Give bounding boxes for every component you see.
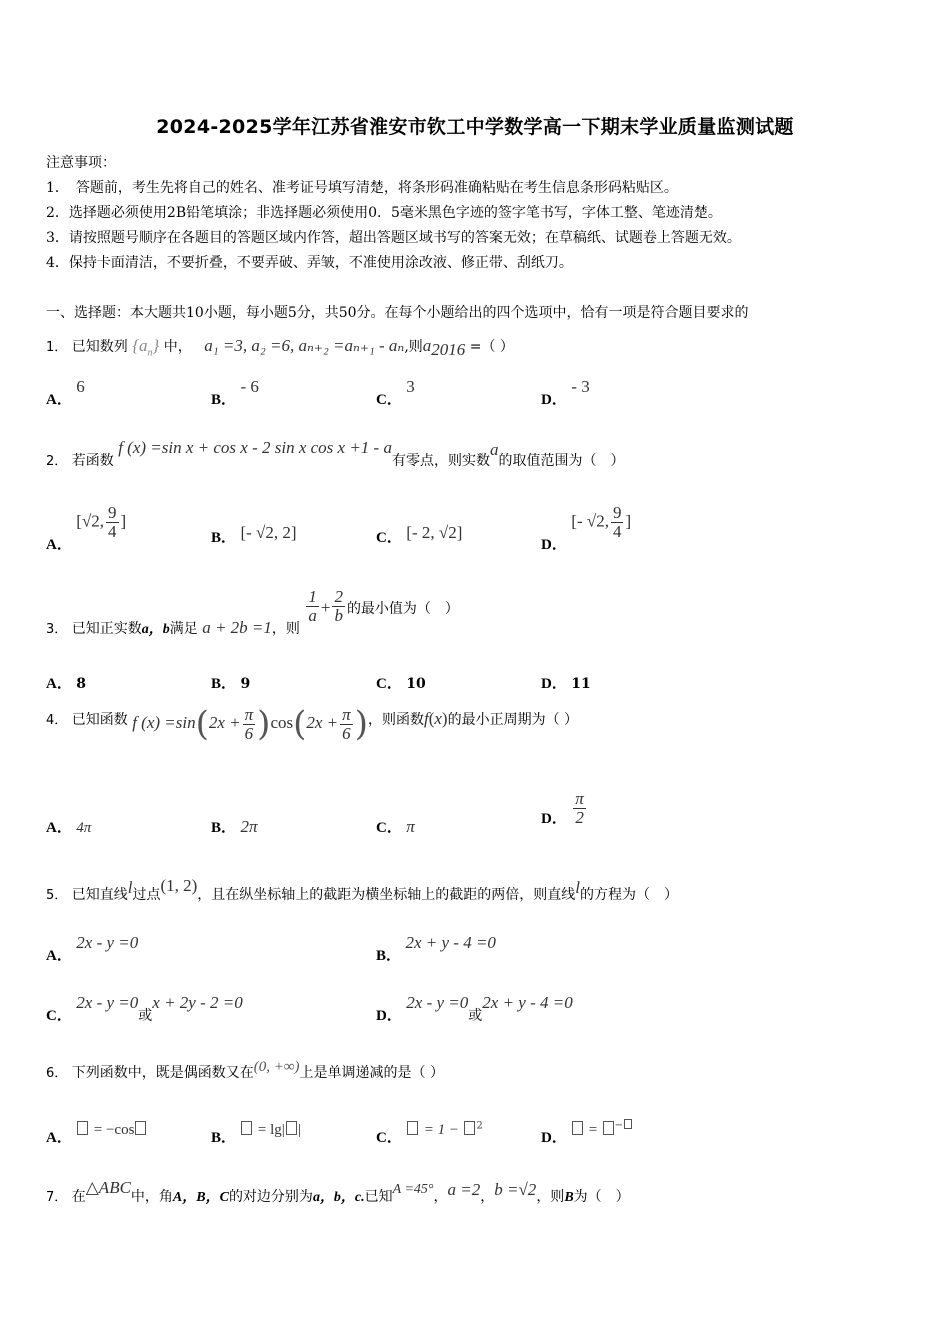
option-label: C． [46, 1008, 72, 1024]
q1-number: 1． [46, 340, 68, 355]
option-label: B． [376, 948, 402, 964]
option-value: [- √2, 2] [240, 523, 297, 542]
option-value: 2x - y =0 [76, 993, 139, 1012]
frac-num: π [244, 704, 254, 724]
unknown-glyph-icon [572, 1121, 583, 1135]
page-title: 2024-2025学年江苏省淮安市钦工中学数学高一下期末学业质量监测试题 [156, 116, 794, 138]
q7-sides: a，b，c. [312, 1190, 365, 1205]
option-value: 2x - y =0 [406, 993, 469, 1012]
q2-option-c [376, 523, 463, 547]
option-label: C． [376, 820, 402, 836]
question-3 [46, 587, 459, 637]
plus-sign: + [320, 597, 331, 617]
option-label: C． [376, 1130, 402, 1146]
q2-function: f (x) =sin x + cos x - 2 sin x cos x +1 - a [118, 438, 392, 457]
q4-x: x [434, 709, 442, 728]
q2-pre: 若函数 [71, 453, 114, 469]
q5-option-a [46, 933, 139, 965]
option-value: 11 [571, 676, 591, 692]
frac-den: a [308, 606, 317, 625]
q7-pre: 在 [71, 1189, 86, 1205]
unknown-glyph-icon [286, 1121, 297, 1135]
frac-num: 9 [612, 503, 622, 522]
q3-ab: a，b [141, 621, 170, 637]
option-label: B． [211, 392, 237, 408]
option-sup: 2 [476, 1120, 483, 1132]
question-2 [46, 438, 625, 470]
option-value: 4π [76, 820, 92, 836]
option-left: [- √2, [571, 511, 609, 531]
q1-option-b [211, 377, 259, 409]
option-label: B． [211, 820, 237, 836]
q3-option-c [376, 672, 426, 693]
option-value: 2x + y - 4 =0 [405, 933, 496, 952]
q4-option-d [541, 790, 588, 827]
option-label: B． [211, 676, 237, 692]
q3-mid2: ，则 [271, 620, 300, 637]
q7-angles: A，B，C [172, 1190, 229, 1205]
q6-post: 上是单调递减的是（ ） [299, 1065, 444, 1081]
unknown-glyph-icon [241, 1121, 252, 1135]
frac-den: 4 [612, 522, 622, 541]
option-label: A． [46, 536, 72, 553]
q2-post2: 的取值范围为（ ） [498, 453, 625, 469]
q4-option-b [211, 816, 258, 837]
option-label: D． [541, 1130, 567, 1146]
q2-var: a [489, 440, 499, 459]
option-value-2: 2x + y - 4 =0 [482, 993, 573, 1012]
option-label: D． [541, 676, 567, 692]
option-label: D． [541, 392, 567, 408]
q5-line-l: l [127, 878, 133, 897]
option-value: 3 [406, 377, 415, 396]
question-1: 1． 已知数列 $\{a_n\}$ 中， a₁ =3, a₂ =6, aₙ₊₂ =aₙ₊₁ - aₙ,则$a_{2016}$ =（ ） [46, 336, 514, 359]
frac-num: 9 [108, 503, 117, 522]
question-7: 7． 在△ABC中，角A，B，C的对边分别为a，b，c.已知A =45°，a =2，b =√2，则B为（ ） [46, 1178, 630, 1205]
option-sup: − [614, 1120, 624, 1132]
option-label: C． [376, 676, 402, 692]
option-value: = 1 − [423, 1122, 459, 1138]
option-right: ] [625, 511, 632, 531]
q1-option-a [46, 377, 85, 409]
q6-option-b: B． = lg| | [211, 1122, 301, 1146]
q5-option-c [46, 993, 243, 1025]
q6-interval: (0, +∞) [253, 1059, 300, 1075]
option-value-2: x + 2y - 2 =0 [152, 993, 243, 1012]
q4-arg1: 2x + [208, 713, 241, 732]
q1-option-d [541, 377, 590, 409]
q3-number: 3． [46, 621, 68, 637]
q4-option-a [46, 816, 91, 837]
option-label: C． [376, 392, 402, 408]
q6-pre: 下列函数中，既是偶函数又在 [71, 1065, 254, 1081]
option-label: A． [46, 948, 72, 964]
frac-num: π [575, 789, 584, 808]
q1-mid: 中， [163, 339, 192, 355]
q3-option-a [46, 672, 86, 693]
frac-num: 1 [308, 587, 317, 606]
option-label: A． [46, 676, 72, 692]
q1-then: ,则 [404, 339, 423, 355]
q7-post: 为（ ） [573, 1189, 630, 1205]
q6-option-a [46, 1122, 147, 1147]
frac-den: 4 [108, 522, 117, 541]
q3-mid1: 满足 [169, 620, 198, 637]
q3-post: 的最小值为（ ） [346, 600, 459, 617]
q2-number: 2． [46, 454, 68, 469]
option-value: 2x - y =0 [76, 933, 139, 952]
q7-cond-angle: A =45° [392, 1182, 434, 1197]
question-5 [46, 876, 679, 904]
unknown-glyph-icon [464, 1121, 475, 1135]
q1-condition: a₁ =3, a₂ =6, aₙ₊₂ =aₙ₊₁ - aₙ [204, 336, 405, 355]
q4-post: 的最小正周期为（ ） [447, 712, 579, 728]
q6-option-d [541, 1120, 633, 1147]
q2-option-a [46, 503, 127, 553]
option-value: [- 2, √2] [406, 523, 463, 542]
q3-pre: 已知正实数 [71, 620, 142, 637]
q1-pre: 已知数列 [71, 339, 128, 355]
q4-number: 4． [46, 713, 68, 728]
q4-pre: 已知函数 [71, 712, 128, 728]
option-label: A． [46, 392, 72, 408]
q4-option-c [376, 816, 415, 837]
q5-option-b [376, 933, 496, 965]
q6-option-c [376, 1120, 483, 1147]
frac-num: 2 [334, 587, 343, 606]
option-value: - 3 [571, 377, 590, 396]
q7-mid1: 中，角 [130, 1189, 173, 1205]
option-label: C． [376, 530, 402, 546]
notice-item-2: 2．选择题必须使用2B铅笔填涂；非选择题必须使用0．5毫米黑色字迹的签字笔书写，字体工整、笔迹清楚。 [46, 205, 722, 221]
option-label: A． [46, 1130, 72, 1146]
q1-option-c [376, 377, 415, 409]
notice-item-4: 4．保持卡面清洁，不要折叠，不要弄破、弄皱，不准使用涂改液、修正带、刮纸刀。 [46, 255, 573, 271]
q2-post1: 有零点，则实数 [391, 453, 490, 469]
option-label: A． [46, 820, 72, 836]
q5-post: 的方程为（ ） [580, 887, 679, 903]
q4-cos: cos [270, 713, 294, 732]
q1-post: =（ ） [465, 339, 514, 355]
q7-triangle: △ABC [85, 1178, 131, 1197]
option-label: D． [376, 1008, 402, 1024]
q3-condition: a + 2b =1 [202, 617, 272, 637]
question-6 [46, 1059, 444, 1082]
q5-mid1: 过点 [132, 887, 161, 903]
unknown-glyph-icon [407, 1121, 418, 1135]
option-value: = −cos [93, 1122, 135, 1138]
unknown-glyph-icon [135, 1121, 146, 1135]
option-right: ] [120, 511, 127, 531]
q3-option-b [211, 672, 250, 693]
notice-item-3: 3．请按照题号顺序在各题目的答题区域内作答，超出答题区域书写的答案无效；在草稿纸、试题卷上答题无效。 [46, 230, 741, 246]
q4-arg2: 2x + [306, 713, 339, 732]
q1-seq-sub: n [147, 347, 153, 359]
option-value: - 6 [240, 377, 259, 396]
q7-number: 7． [46, 1190, 68, 1205]
option-value: 9 [240, 676, 251, 692]
option-left: [√2, [76, 511, 105, 531]
q7-cond-a: a =2 [447, 1180, 481, 1199]
q5-line-l: l [575, 878, 581, 897]
q5-mid2: ，且在纵坐标轴上的截距为横坐标轴上的截距的两倍，则直线 [197, 887, 576, 903]
unknown-glyph-icon [603, 1121, 614, 1135]
q2-option-b [211, 523, 297, 547]
notice-item-1: 1． 答题前，考生先将自己的姓名、准考证号填写清楚，将条形码准确粘贴在考生信息条形码粘贴区。 [46, 180, 678, 196]
q5-option-d [376, 993, 573, 1025]
option-label: D． [541, 810, 567, 827]
unknown-glyph-icon [77, 1121, 88, 1135]
q7-angle-b: B [564, 1190, 574, 1205]
frac-den: 6 [342, 723, 351, 743]
section-heading: 一、选择题：本大题共10小题，每小题5分，共50分。在每个小题给出的四个选项中，恰有一项是符合题目要求的 [46, 305, 749, 321]
notice-heading: 注意事项： [46, 155, 116, 171]
question-4: 4． 已知函数 f (x) =sin(2x + $\frac{\pi}{6}$ )cos(2x + $\frac{\pi}{6}$ )，则函数f(x)的最小正周期为（ ） [46, 704, 579, 744]
q3-option-d [541, 672, 591, 693]
q1-seq: a [139, 336, 148, 355]
q5-pre: 已知直线 [71, 887, 128, 903]
q6-number: 6． [46, 1066, 68, 1081]
option-label: D． [541, 536, 567, 553]
frac-num: π [342, 704, 351, 724]
frac-den: b [334, 606, 343, 625]
option-value: = [588, 1122, 598, 1138]
q5-number: 5． [46, 888, 68, 903]
q7-mid4: ，则 [536, 1189, 565, 1205]
or-word: 或 [138, 1008, 153, 1024]
option-value: 6 [76, 377, 85, 396]
option-label: B． [211, 530, 237, 546]
option-value: 10 [406, 676, 426, 692]
q4-mid: ，则函数 [367, 712, 424, 728]
unknown-glyph-icon [624, 1119, 632, 1129]
option-value: = lg| [257, 1122, 285, 1138]
frac-den: 2 [575, 808, 584, 827]
option-value: π [406, 817, 415, 836]
q5-point: (1, 2) [160, 876, 198, 895]
q7-mid2: 的对边分别为 [228, 1189, 313, 1205]
q4-lhs: f (x) =sin [132, 713, 196, 732]
q1-target-sub: 2016 [431, 339, 466, 359]
q1-target: a [422, 336, 432, 355]
q7-cond-b: b =√2 [494, 1180, 537, 1199]
option-value: 2π [240, 817, 258, 836]
option-label: B． [211, 1130, 237, 1146]
q7-mid3: 已知 [364, 1189, 393, 1205]
frac-den: 6 [244, 723, 254, 743]
q4-f: f [423, 709, 429, 728]
or-word: 或 [468, 1008, 483, 1024]
option-value: 8 [76, 676, 87, 692]
q2-option-d [541, 503, 632, 553]
